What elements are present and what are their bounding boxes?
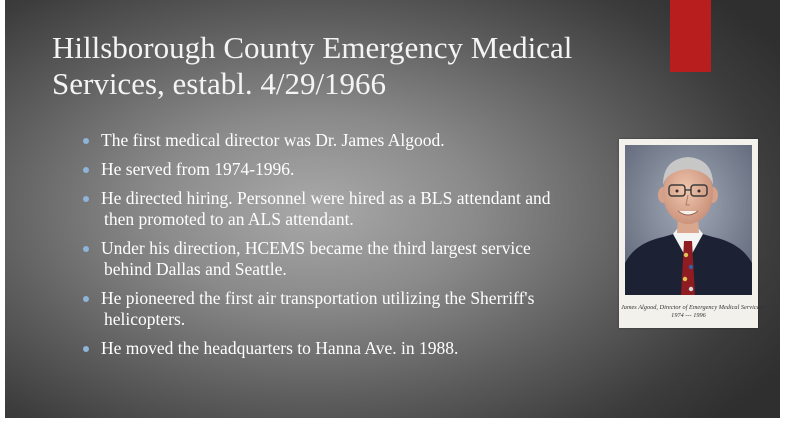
bullet-item — [81, 338, 611, 359]
bullet-text: He moved the headquarters to Hanna Ave. in 1988. — [101, 338, 459, 358]
portrait-caption — [621, 304, 766, 320]
bullet-item — [81, 188, 611, 230]
bullet-dot-icon — [83, 246, 89, 252]
caption-line: 1974 --- 1996 — [671, 312, 706, 319]
bullet-item — [81, 130, 611, 151]
accent-bar — [670, 0, 711, 72]
bullet-text: He directed hiring. Personnel were hired as a BLS attendant and then promoted to an ALS attendant. — [101, 188, 551, 229]
slide — [5, 0, 780, 418]
slide-title-line: Hillsborough County Emergency Medical — [52, 30, 573, 65]
bullet-item — [81, 238, 611, 280]
bullet-dot-icon — [83, 296, 89, 302]
bullet-item — [81, 159, 611, 180]
bullet-text: The first medical director was Dr. James Algood. — [101, 130, 445, 150]
caption-line: James Algood, Director of Emergency Medical Services* — [621, 304, 766, 311]
slide-title-line: Services, establ. 4/29/1966 — [52, 66, 387, 101]
portrait-photo — [625, 145, 752, 295]
bullet-dot-icon — [83, 346, 89, 352]
bullet-dot-icon — [83, 167, 89, 173]
slide-title — [52, 30, 662, 102]
bullet-text: He pioneered the first air transportation utilizing the Sherriff's helicopters. — [101, 288, 535, 329]
bullet-text: He served from 1974-1996. — [101, 159, 295, 179]
bullet-text: Under his direction, HCEMS became the third largest service behind Dallas and Seattle. — [101, 238, 531, 279]
bullet-item — [81, 288, 611, 330]
portrait-illustration — [625, 145, 752, 295]
bullet-dot-icon — [83, 138, 89, 144]
bullet-dot-icon — [83, 196, 89, 202]
bullet-list — [81, 130, 611, 367]
portrait-card — [619, 139, 766, 328]
